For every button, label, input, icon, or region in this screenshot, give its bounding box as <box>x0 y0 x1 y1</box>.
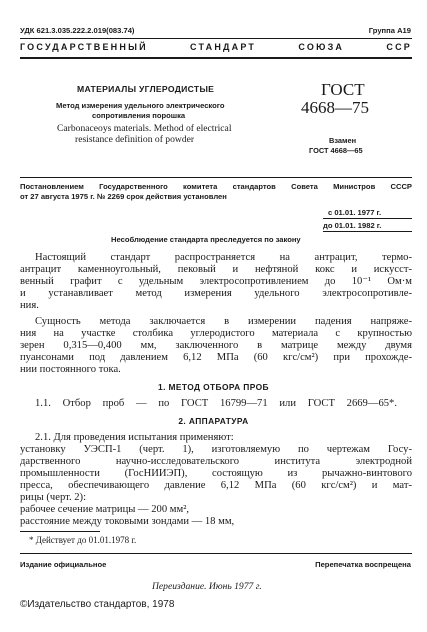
udk-code: УДК 621.3.035.222.2.019(083.74) <box>20 26 135 35</box>
replaces-label: Взамен <box>329 136 357 145</box>
body-line: венный графит с удельным электросопротивлением до 10⁻¹ Ом·м <box>20 276 412 287</box>
body-line: ния на участке столбика углеродистого материала с крупностью <box>20 328 412 339</box>
validity-to: до 01.01. 1982 г. <box>323 221 382 230</box>
body-line: пуансонами под давлением 6,12 МПа (60 кгс/см²) при прохожде- <box>20 352 412 363</box>
decree-line: Постановлением Государственного комитета стандартов Совета Министров СССР <box>20 182 412 191</box>
subtitle-ru-line: Метод измерения удельного электрического <box>56 101 225 110</box>
gost-label: ГОСТ <box>321 80 365 99</box>
validity-from: с 01.01. 1977 г. <box>328 208 382 217</box>
section-2-line: пресса, обеспечивающего давление 6,12 МПа (60 кгс/см²) и мат- <box>20 480 412 491</box>
section-2-line: расстояние между токовыми зондами — 18 мм, <box>20 516 235 527</box>
body-line: Сущность метода заключается в измерении падения напряже- <box>35 316 412 327</box>
body-line: и устанавливает метод измерения удельного электросопротивле- <box>20 288 412 299</box>
section-2-line: рицы (черт. 2): <box>20 492 87 503</box>
section-2-line: дарственного научно-исследовательского института электродной <box>20 456 412 467</box>
title-block-rule <box>20 177 412 178</box>
header-rule-top <box>20 38 412 39</box>
body-line: зерен 0,315—0,400 мм, заключенного в матрице между двумя <box>20 340 412 351</box>
body-line: Настоящий стандарт распространяется на антрацит, термо- <box>35 252 412 263</box>
body-line: нии постоянного тока. <box>20 364 121 375</box>
replaces-value: ГОСТ 4668—65 <box>309 146 363 155</box>
copyright: ©Издательство стандартов, 1978 <box>20 599 175 610</box>
section-2-line: рабочее сечение матрицы — 200 мм², <box>20 504 190 515</box>
section-2-line: промышленности (ГосНИИЭП), состоящую из рычажно-винтового <box>20 468 412 479</box>
group-code: Группа А19 <box>368 26 411 35</box>
subtitle-en-line: Carbonaceoys materials. Method of electrical <box>57 123 232 134</box>
validity-underline <box>323 231 412 232</box>
section-1-text: 1.1. Отбор проб — по ГОСТ 16799—71 или ГОСТ 2669—65*. <box>35 398 397 409</box>
document-title: МАТЕРИАЛЫ УГЛЕРОДИСТЫЕ <box>77 84 215 94</box>
subtitle-ru-line: сопротивления порошка <box>92 111 186 120</box>
footer-rule <box>20 553 412 554</box>
gost-number: 4668—75 <box>301 98 369 117</box>
law-warning: Несоблюдение стандарта преследуется по закону <box>111 235 301 244</box>
reissue-note: Переиздание. Июнь 1977 г. <box>152 581 262 592</box>
official-edition: Издание официальное <box>20 560 107 569</box>
body-line: антрацит каменноугольный, пековый и нефтяной кокс и искусст- <box>20 264 412 275</box>
section-2-line: установку УЭСП-1 (черт. 1), изготовляемую по чертежам Госу- <box>20 444 412 455</box>
section-2-heading: 2. АППАРАТУРА <box>178 416 249 426</box>
section-1-heading: 1. МЕТОД ОТБОРА ПРОБ <box>158 382 269 392</box>
footnote-rule <box>20 531 100 532</box>
reprint-forbidden: Перепечатка воспрещена <box>315 560 411 569</box>
validity-underline <box>323 218 412 219</box>
decree-line: от 27 августа 1975 г. № 2269 срок действия установлен <box>20 192 227 201</box>
section-2-line: 2.1. Для проведения испытания применяют: <box>35 432 234 443</box>
body-line: ния. <box>20 300 39 311</box>
subtitle-en-line: resistance definition of powder <box>75 134 195 145</box>
footnote: * Действует до 01.01.1978 г. <box>29 535 137 545</box>
standard-banner: ГОСУДАРСТВЕННЫЙ СТАНДАРТ СОЮЗА ССР <box>20 42 412 52</box>
header-rule-bottom <box>20 57 412 59</box>
